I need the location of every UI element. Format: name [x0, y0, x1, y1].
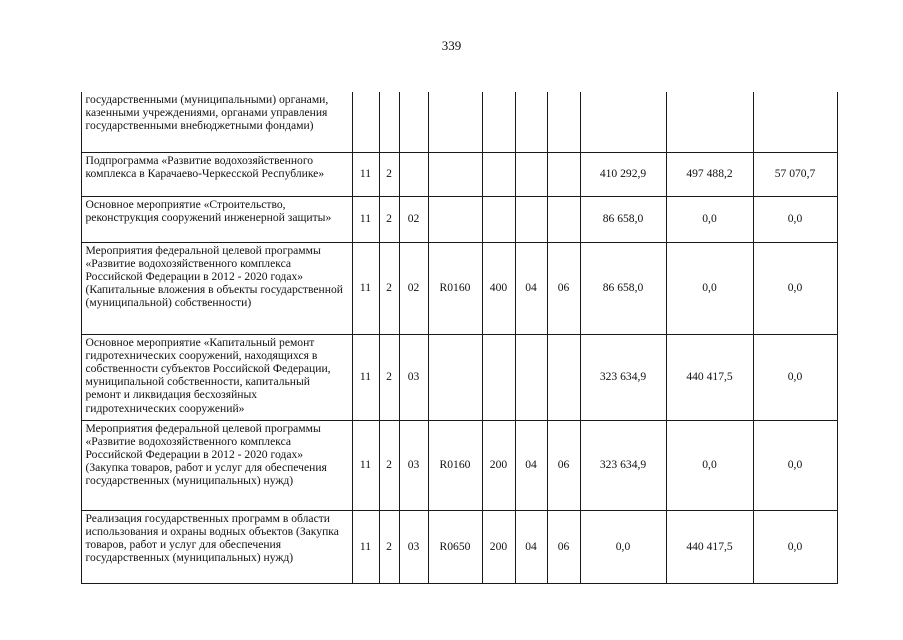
- table-body: [62, 92, 837, 583]
- amount-year-2: 0,0: [666, 420, 753, 510]
- row-name: Основное мероприятие «Капитальный ремонт гидротехнических сооружений, находящихся в собственности субъектов Российской Федерации, муниципальной собственности, капитальный ремонт и ликвидация бесхозяйных гидротехнических сооружений»: [81, 334, 352, 420]
- subsection-code: [547, 152, 580, 196]
- page-number: 339: [441, 38, 462, 53]
- row-name: Реализация государственных программ в области использования и охраны водных объектов (Закупка товаров, работ и услуг для обеспечения государственных (муниципальных) нужд): [81, 510, 352, 583]
- subprogram-code: 02: [399, 196, 428, 242]
- row-indent-cell: [62, 510, 81, 583]
- expense-type-code: 400: [482, 242, 515, 334]
- subsection-code: 06: [547, 420, 580, 510]
- row-indent-cell: [62, 152, 81, 196]
- amount-year-2: 440 417,5: [666, 334, 753, 420]
- program-code: 2: [379, 334, 399, 420]
- ministry-code: 11: [352, 334, 379, 420]
- ministry-code: 11: [352, 510, 379, 583]
- row-indent-cell: [62, 334, 81, 420]
- target-code: [428, 196, 482, 242]
- amount-year-3: [753, 92, 837, 152]
- subprogram-code: 02: [399, 242, 428, 334]
- amount-year-1: 410 292,9: [580, 152, 666, 196]
- program-code: 2: [379, 420, 399, 510]
- subsection-code: 06: [547, 242, 580, 334]
- expense-type-code: [482, 334, 515, 420]
- budget-table: [62, 92, 838, 584]
- amount-year-2: 440 417,5: [666, 510, 753, 583]
- ministry-code: 11: [352, 196, 379, 242]
- target-code: R0650: [428, 510, 482, 583]
- table-row: [62, 92, 837, 152]
- section-code: 04: [515, 510, 547, 583]
- subprogram-code: 03: [399, 510, 428, 583]
- section-code: 04: [515, 420, 547, 510]
- subprogram-code: [399, 152, 428, 196]
- amount-year-1: 0,0: [580, 510, 666, 583]
- subsection-code: 06: [547, 510, 580, 583]
- expense-type-code: [482, 92, 515, 152]
- program-code: 2: [379, 196, 399, 242]
- row-indent-cell: [62, 420, 81, 510]
- section-code: [515, 334, 547, 420]
- amount-year-1: [580, 92, 666, 152]
- ministry-code: 11: [352, 420, 379, 510]
- target-code: [428, 152, 482, 196]
- amount-year-2: 0,0: [666, 242, 753, 334]
- table-row: [62, 242, 837, 334]
- subprogram-code: [399, 92, 428, 152]
- subprogram-code: 03: [399, 334, 428, 420]
- row-name: Мероприятия федеральной целевой программы «Развитие водохозяйственного комплекса Российской Федерации в 2012 - 2020 годах» (Закупка товаров, работ и услуг для обеспечения государственных (муниципальных) нужд): [81, 420, 352, 510]
- row-name: Мероприятия федеральной целевой программы «Развитие водохозяйственного комплекса Российской Федерации в 2012 - 2020 годах» (Капитальные вложения в объекты государственной (муниципальной) собственности): [81, 242, 352, 334]
- subsection-code: [547, 334, 580, 420]
- row-indent-cell: [62, 196, 81, 242]
- ministry-code: 11: [352, 242, 379, 334]
- row-name: государственными (муниципальными) органами, казенными учреждениями, органами управления государственными внебюджетными фондами): [81, 92, 352, 152]
- amount-year-2: [666, 92, 753, 152]
- table-row: [62, 510, 837, 583]
- subsection-code: [547, 196, 580, 242]
- expense-type-code: 200: [482, 510, 515, 583]
- section-code: [515, 152, 547, 196]
- target-code: R0160: [428, 420, 482, 510]
- ministry-code: [352, 92, 379, 152]
- program-code: 2: [379, 152, 399, 196]
- amount-year-3: 0,0: [753, 420, 837, 510]
- section-code: [515, 196, 547, 242]
- amount-year-3: 0,0: [753, 334, 837, 420]
- table-row: [62, 196, 837, 242]
- program-code: 2: [379, 242, 399, 334]
- amount-year-1: 323 634,9: [580, 334, 666, 420]
- row-name: Подпрограмма «Развитие водохозяйственного комплекса в Карачаево-Черкесской Республике»: [81, 152, 352, 196]
- subsection-code: [547, 92, 580, 152]
- amount-year-3: 0,0: [753, 196, 837, 242]
- section-code: 04: [515, 242, 547, 334]
- row-name: Основное мероприятие «Строительство, реконструкция сооружений инженерной защиты»: [81, 196, 352, 242]
- subprogram-code: 03: [399, 420, 428, 510]
- amount-year-1: 86 658,0: [580, 196, 666, 242]
- amount-year-2: 497 488,2: [666, 152, 753, 196]
- target-code: [428, 334, 482, 420]
- amount-year-3: 0,0: [753, 242, 837, 334]
- program-code: 2: [379, 510, 399, 583]
- expense-type-code: [482, 152, 515, 196]
- section-code: [515, 92, 547, 152]
- table-row: [62, 420, 837, 510]
- program-code: [379, 92, 399, 152]
- amount-year-2: 0,0: [666, 196, 753, 242]
- target-code: R0160: [428, 242, 482, 334]
- row-indent-cell: [62, 242, 81, 334]
- ministry-code: 11: [352, 152, 379, 196]
- target-code: [428, 92, 482, 152]
- expense-type-code: 200: [482, 420, 515, 510]
- amount-year-1: 86 658,0: [580, 242, 666, 334]
- table-row: [62, 152, 837, 196]
- amount-year-3: 0,0: [753, 510, 837, 583]
- row-indent-cell: [62, 92, 81, 152]
- amount-year-3: 57 070,7: [753, 152, 837, 196]
- amount-year-1: 323 634,9: [580, 420, 666, 510]
- expense-type-code: [482, 196, 515, 242]
- table-row: [62, 334, 837, 420]
